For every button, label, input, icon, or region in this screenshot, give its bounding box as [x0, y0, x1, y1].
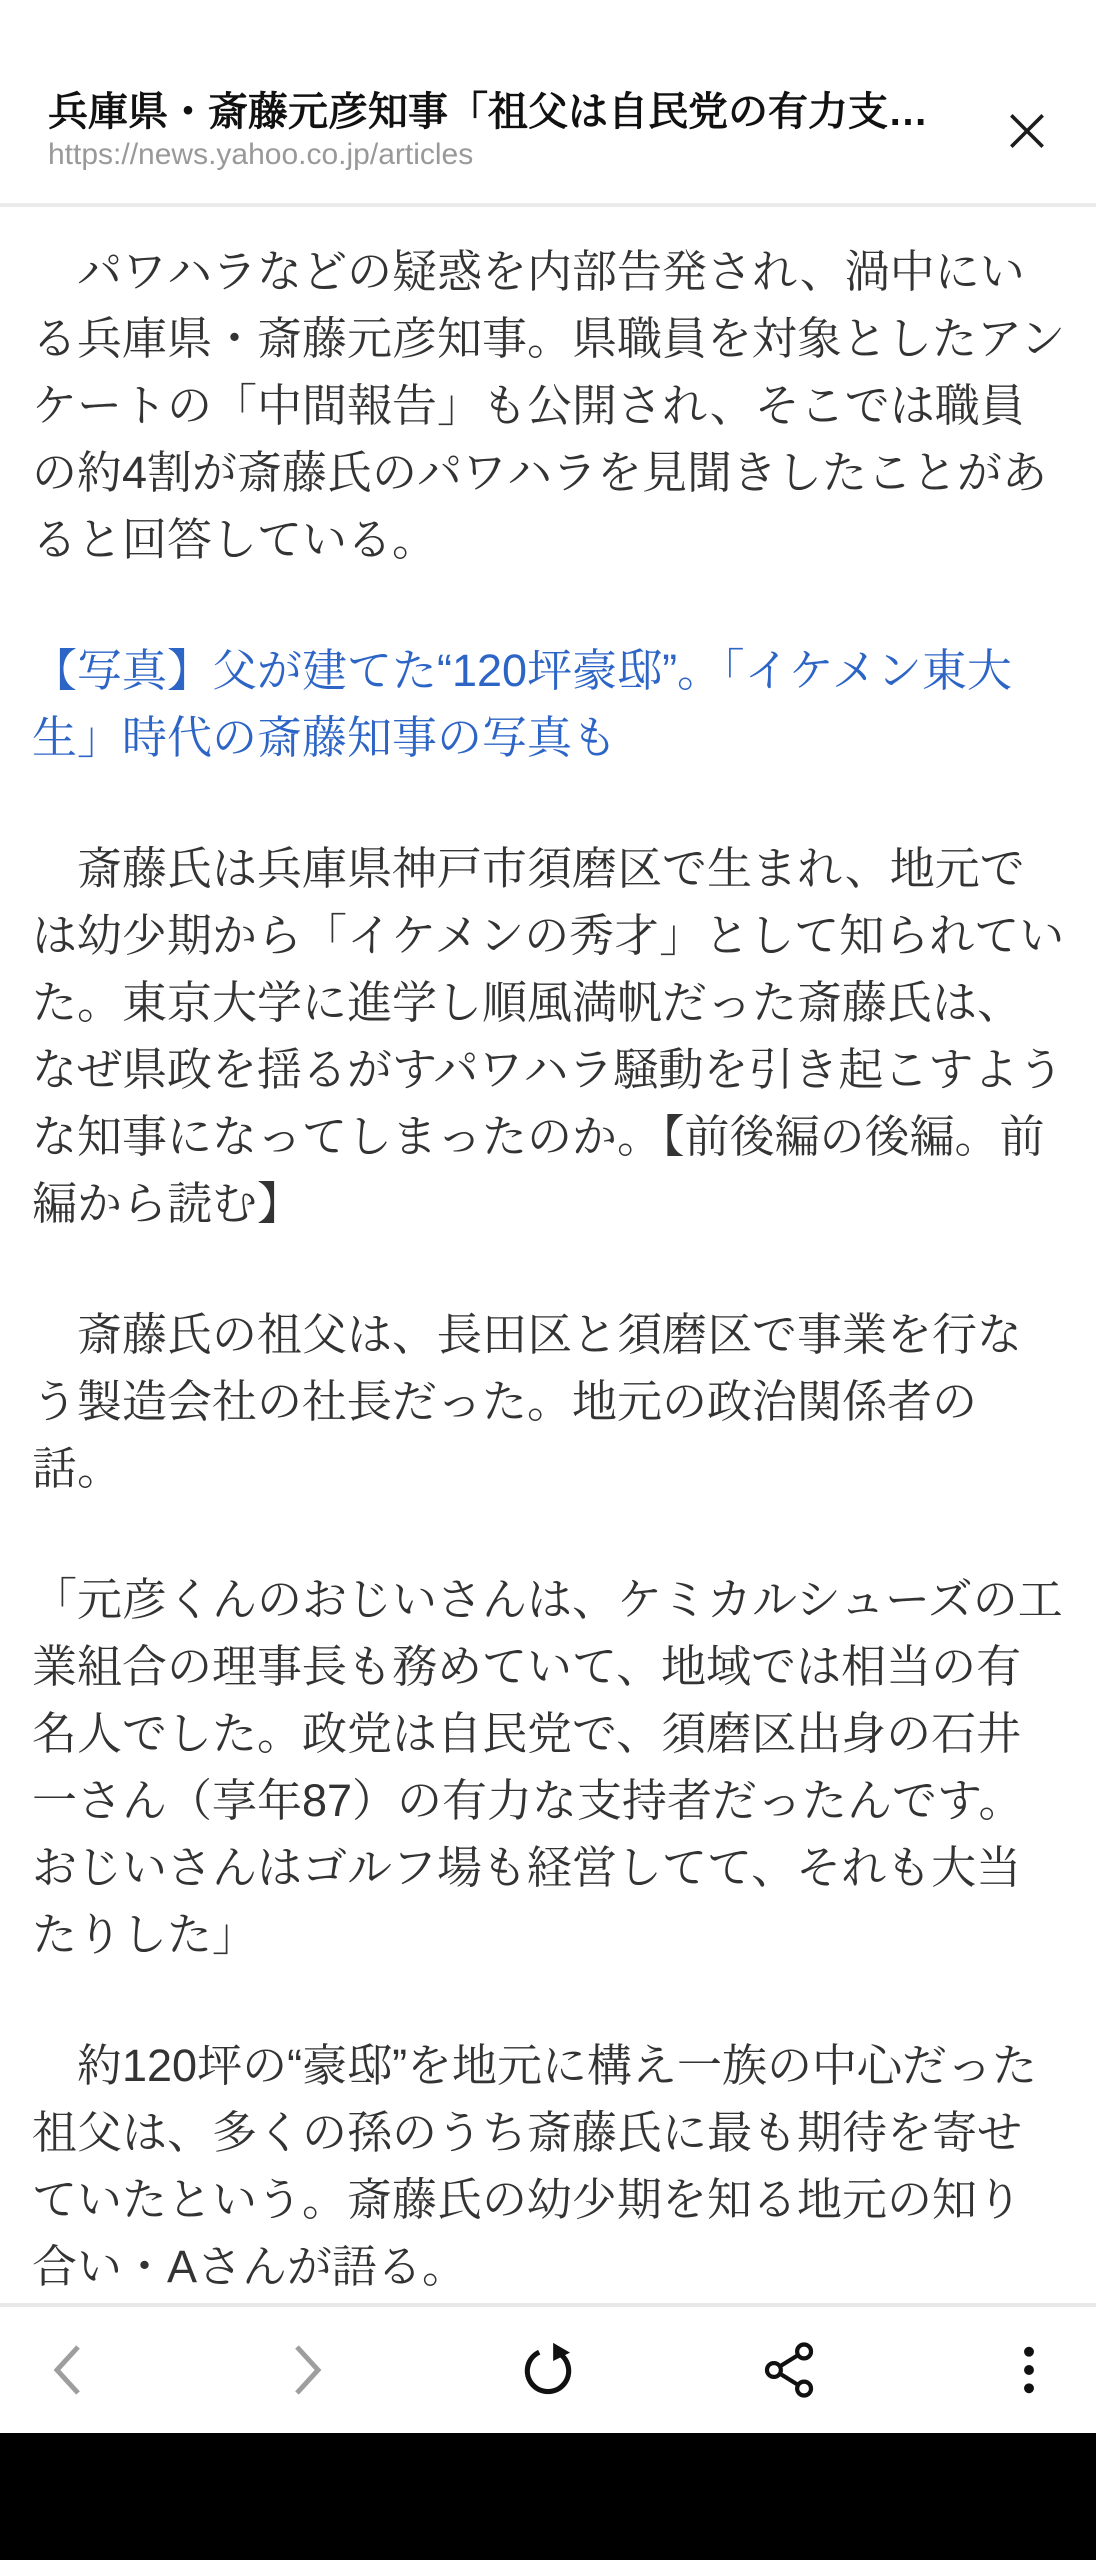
photo-link[interactable]: 【写真】父が建てた“120坪豪邸”。「イケメン東大生」時代の斎藤知事の写真も: [32, 645, 1012, 763]
back-button[interactable]: [34, 2320, 100, 2420]
forward-button[interactable]: [275, 2320, 341, 2420]
browser-toolbar: [0, 2303, 1096, 2433]
more-vertical-icon: [1003, 2342, 1055, 2398]
share-button[interactable]: [756, 2320, 822, 2420]
reload-icon: [517, 2339, 579, 2401]
article-paragraph: 斎藤氏の祖父は、長田区と須磨区で事業を行なう製造会社の社長だった。地元の政治関係者の話。: [32, 1309, 1023, 1494]
chevron-right-icon: [293, 2343, 323, 2397]
browser-header: [0, 0, 1096, 207]
more-button[interactable]: [996, 2320, 1062, 2420]
article-paragraph: 斎藤氏は兵庫県神戸市須磨区で生まれ、地元では幼少期から「イケメンの秀才」として知られていた。東京大学に進学し順風満帆だった斎藤氏は、なぜ県政を揺るがすパワハラ騒動を引き起こすような知事になってしまったのか。【前後編の後編。前編から読む】: [32, 843, 1065, 1229]
article-paragraph: パワハラなどの疑惑を内部告発され、渦中にいる兵庫県・斎藤元彦知事。県職員を対象としたアンケートの「中間報告」も公開され、そこでは職員の約4割が斎藤氏のパワハラを見聞きしたことがあると回答している。: [32, 246, 1066, 565]
system-navigation-bar: [0, 2433, 1096, 2560]
page-title: 兵庫県・斎藤元彦知事「祖父は自民党の有力支…: [48, 90, 928, 134]
article-paragraph: 約120坪の“豪邸”を地元に構え一族の中心だった祖父は、多くの孫のうち斎藤氏に最も期待を寄せていたという。斎藤氏の幼少期を知る地元の知り合い・Aさんが語る。: [32, 2040, 1038, 2292]
header-text-block: [48, 88, 984, 174]
chevron-left-icon: [52, 2343, 82, 2397]
page-url: https://news.yahoo.co.jp/articles: [48, 138, 474, 171]
close-icon: [1004, 108, 1050, 157]
close-button[interactable]: [984, 88, 1056, 158]
article-body: [0, 238, 1096, 2300]
share-icon: [761, 2341, 817, 2399]
article-paragraph: 「元彦くんのおじいさんは、ケミカルシューズの工業組合の理事長も務めていて、地域では相当の有名人でした。政党は自民党で、須磨区出身の石井一さん（享年87）の有力な支持者だったんです。おじいさんはゴルフ場も経営してて、それも大当たりした」: [32, 1574, 1063, 1960]
reload-button[interactable]: [515, 2320, 581, 2420]
